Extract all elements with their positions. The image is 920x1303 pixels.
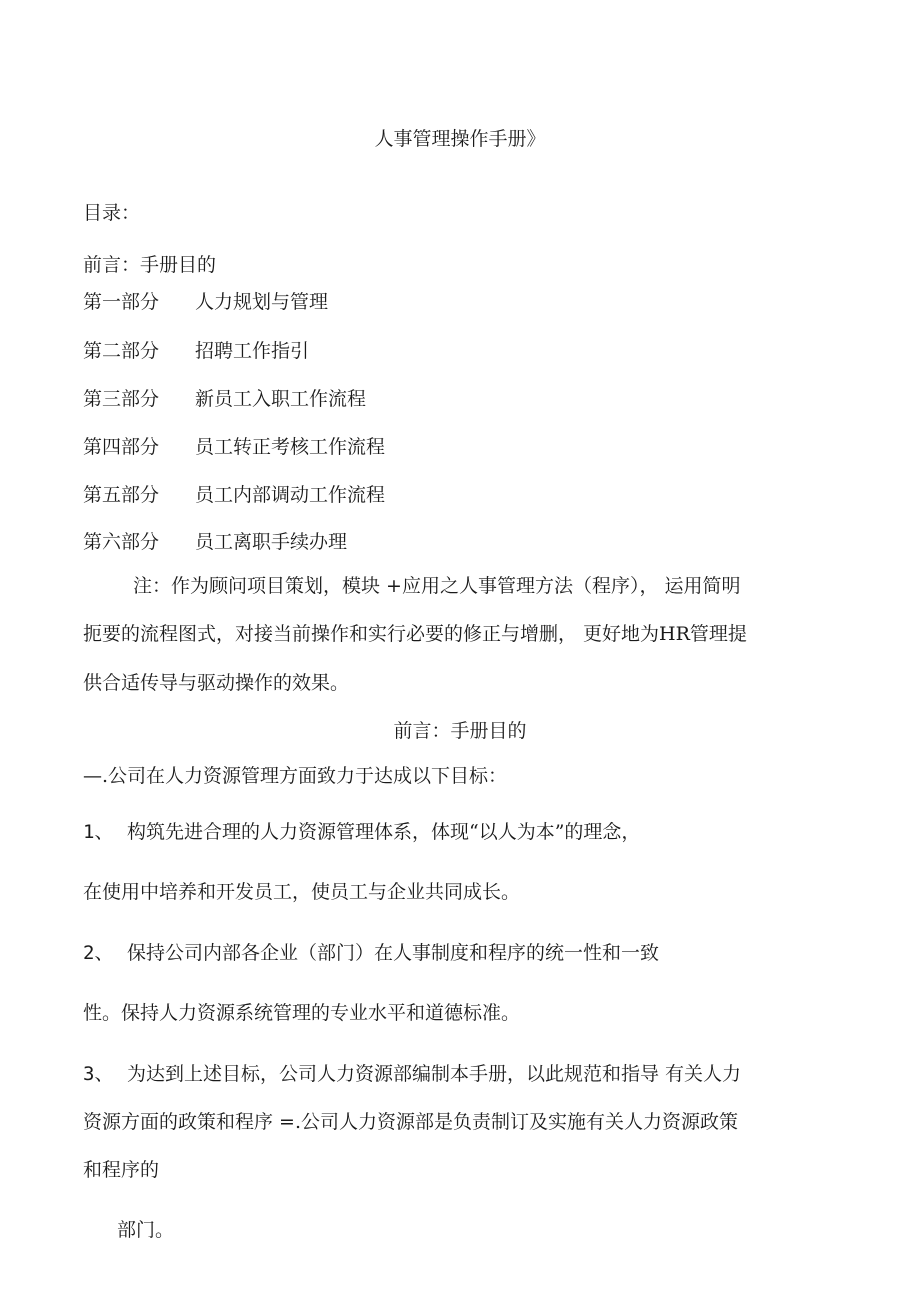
goal-item-number: 2、: [83, 942, 114, 964]
toc-item-text: 员工离职手续办理: [195, 531, 348, 553]
toc-item-text: 招聘工作指引: [195, 340, 310, 362]
note-line: 扼要的流程图式，对接当前操作和实行必要的修正与增删， 更好地为HR管理提: [83, 623, 747, 645]
goal-item-text: 和程序的: [83, 1159, 160, 1181]
toc-item-preface: 前言：手册目的: [83, 254, 217, 276]
toc-item-label: 第三部分: [83, 388, 160, 410]
toc-item-text: 员工转正考核工作流程: [195, 436, 386, 458]
goal-item-text: 性。保持人力资源系统管理的专业水平和道德标准。: [83, 1002, 521, 1024]
document-title: 人事管理操作手册》: [374, 128, 546, 150]
toc-item-text: 新员工入职工作流程: [195, 388, 367, 410]
goal-item-line: [83, 941, 659, 965]
toc-item-text: 员工内部调动工作流程: [195, 484, 386, 506]
note-line: 供合适传导与驱动操作的效果。: [83, 672, 350, 694]
goal-item-line: [83, 1062, 741, 1086]
goal-item-text: 资源方面的政策和程序 =.公司人力资源部是负责制订及实施有关人力资源政策: [83, 1111, 739, 1133]
goal-item-text: 构筑先进合理的人力资源管理体系，体现“以人为本”的理念，: [127, 821, 641, 843]
preface-heading: 前言：手册目的: [393, 720, 527, 742]
goal-item-text: 为达到上述目标，公司人力资源部编制本手册，以此规范和指导 有关人力: [127, 1063, 742, 1085]
goal-item-line: [83, 820, 640, 844]
toc-item-label: 第二部分: [83, 340, 160, 362]
toc-heading: 目录：: [83, 202, 141, 224]
toc-item-label: 第六部分: [83, 531, 160, 553]
section-one-heading: —.公司在人力资源管理方面致力于达成以下目标：: [83, 765, 508, 787]
toc-item-label: 第五部分: [83, 484, 160, 506]
goal-item-text: 在使用中培养和开发员工，使员工与企业共同成长。: [83, 881, 521, 903]
toc-item-label: 第一部分: [83, 291, 160, 313]
toc-item-label: 第四部分: [83, 436, 160, 458]
goal-item-number: 3、: [83, 1063, 114, 1085]
goal-item-text: 保持公司内部各企业（部门）在人事制度和程序的统一性和一致: [127, 942, 660, 964]
note-line: 注：作为顾问项目策划，模块 +应用之人事管理方法（程序）， 运用简明: [133, 575, 741, 597]
goal-item-number: 1、: [83, 821, 114, 843]
toc-item-text: 人力规划与管理: [195, 291, 329, 313]
goal-item-text: 部门。: [117, 1219, 175, 1241]
